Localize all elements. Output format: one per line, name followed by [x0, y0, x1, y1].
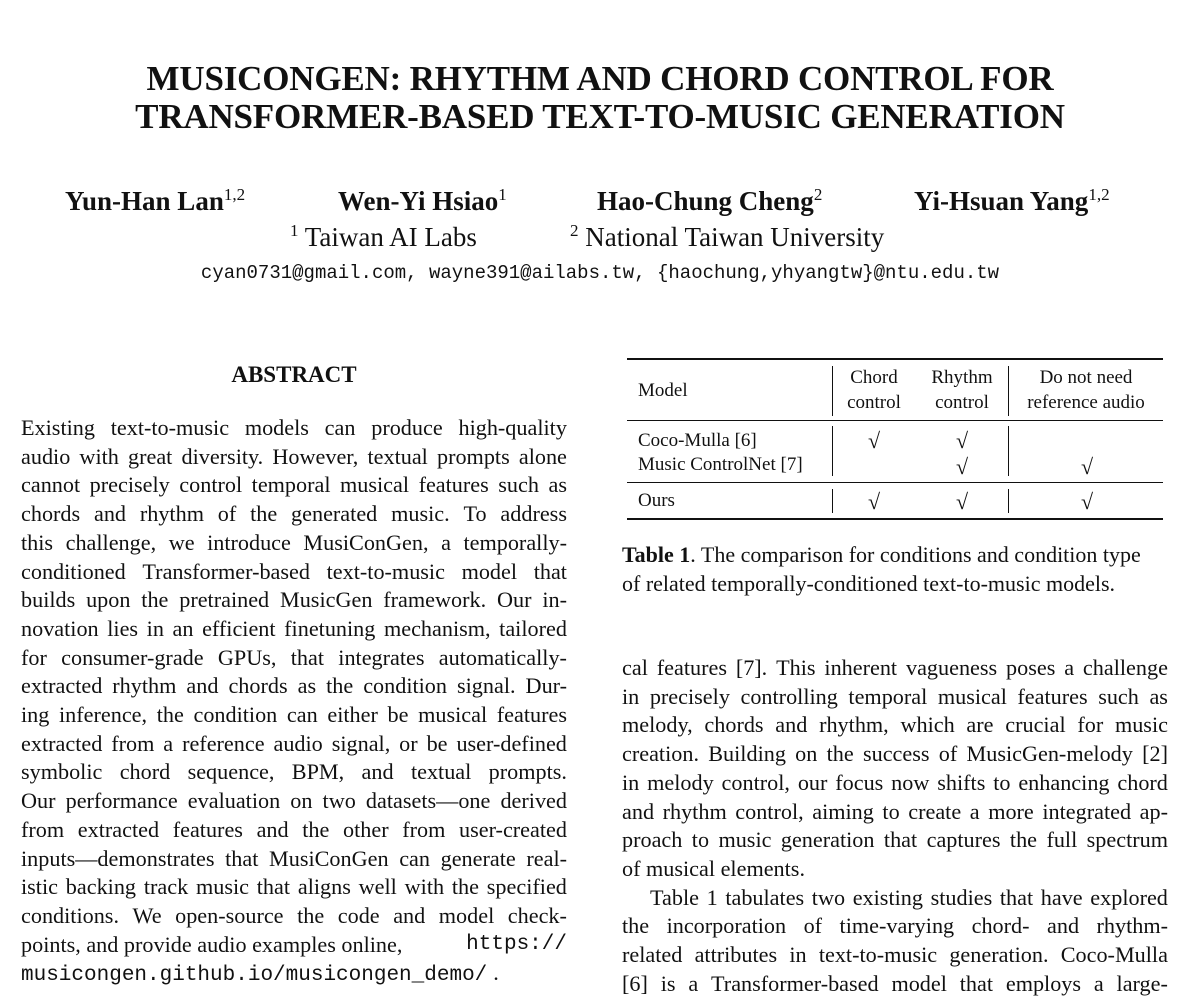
table-top-rule [627, 358, 1163, 360]
check-mark: √ [955, 428, 969, 453]
check-mark: √ [867, 428, 881, 453]
abstract-url-line-2: musicongen.github.io/musicongen_demo/ . [21, 959, 567, 991]
abstract-line: conditioned Transformer-based text-to-music model that [21, 558, 567, 584]
abstract-line: extracted rhythm and chords as the condition signal. Dur- [21, 673, 567, 699]
intro-paragraph-1 [622, 654, 1168, 884]
abstract-body [21, 414, 567, 991]
body-line: creation. Building on the success of MusicGen-melody [2] [622, 741, 1168, 767]
demo-url-link-cont[interactable]: musicongen.github.io/musicongen_demo/ [21, 964, 488, 988]
table-row-model: Ours [638, 490, 675, 511]
check-mark: √ [867, 489, 881, 514]
table-vrule [1008, 489, 1009, 513]
intro-body [622, 654, 1168, 998]
abstract-line: chords and rhythm of the generated music. To address [21, 501, 567, 527]
affiliation-2: $^2$ National Taiwan University [570, 221, 885, 252]
abstract-line: Existing text-to-music models can produce high-quality [21, 415, 567, 440]
table-header-model: Model [638, 380, 688, 401]
abstract-line: extracted from a reference audio signal, or be user-defined [21, 730, 567, 756]
author-3: Hao-Chung Cheng$^2$ [597, 185, 823, 216]
body-line: Table 1 tabulates two existing studies that have explored [650, 884, 1168, 910]
table-header-chord: Chord control [847, 367, 901, 413]
table-vrule [832, 366, 833, 416]
author-2: Wen-Yi Hsiao$^1$ [338, 185, 507, 216]
abstract-line: istic backing track music that aligns well with the specified [21, 874, 567, 900]
table-row-model: Coco-Mulla [6] [638, 430, 757, 451]
table-vrule [1008, 366, 1009, 416]
abstract-line: cannot precisely control temporal musical features such as [21, 472, 567, 498]
body-line: in precisely controlling temporal musical features such as [622, 683, 1168, 709]
table-header-noref: Do not need reference audio [1027, 367, 1145, 413]
abstract-line: Our performance evaluation on two datasets—one derived [21, 788, 567, 814]
abstract-url-line-1: points, and provide audio examples online, https:// [21, 931, 567, 960]
table-vrule [832, 426, 833, 476]
abstract-line: conditions. We open-source the code and model check- [21, 902, 567, 928]
body-line: related attributes in text-to-music generation. Coco-Mulla [622, 942, 1168, 968]
title-line-1: MUSICONGEN: RHYTHM AND CHORD CONTROL FOR [146, 59, 1054, 98]
body-line: cal features [7]. This inherent vagueness poses a challenge [622, 655, 1168, 680]
abstract-line: ing inference, the condition can either be musical features [21, 702, 567, 728]
body-line: of musical elements. [622, 855, 805, 881]
body-line: melody, chords and rhythm, which are crucial for music [622, 712, 1168, 738]
author-4: Yi-Hsuan Yang$^{1,2}$ [914, 185, 1110, 216]
table-bottom-rule [627, 518, 1163, 520]
affiliation-1: $^1$ Taiwan AI Labs [290, 221, 477, 252]
table-mid-rule [627, 482, 1163, 483]
body-line: proach to music generation that captures the full spectrum [622, 827, 1168, 853]
abstract-heading: ABSTRACT [231, 362, 357, 387]
abstract-line: this challenge, we introduce MusiConGen, a temporally- [21, 529, 567, 555]
check-mark: √ [955, 489, 969, 514]
abstract-line: novation lies in an efficient finetuning mechanism, tailored [21, 615, 567, 641]
demo-url-link[interactable]: https:// [466, 932, 567, 956]
check-mark: √ [955, 454, 969, 479]
intro-paragraph-2 [622, 884, 1168, 999]
check-mark: √ [1080, 454, 1094, 479]
body-line: the incorporation of time-varying chord- and rhythm- [622, 913, 1168, 939]
abstract-line: for consumer-grade GPUs, that integrates automatically- [21, 644, 567, 670]
table-caption: Table 1. The comparison for conditions and condition type of related temporally-conditioned text-to-music models. [622, 542, 1141, 596]
abstract-line: inputs—demonstrates that MusiConGen can generate real- [21, 845, 567, 871]
comparison-table [627, 358, 1163, 520]
paper-title [0, 60, 1200, 136]
title-line-2: TRANSFORMER-BASED TEXT-TO-MUSIC GENERATION [135, 97, 1065, 136]
abstract-line: audio with great diversity. However, textual prompts alone [21, 443, 567, 469]
body-line: [6] is a Transformer-based model that employs a large- [622, 970, 1168, 996]
table-vrule [1008, 426, 1009, 476]
abstract-line: from extracted features and the other from user-created [21, 816, 567, 842]
author-emails: cyan0731@gmail.com, wayne391@ailabs.tw, {haochung,yhyangtw}@ntu.edu.tw [200, 262, 1000, 284]
check-mark: √ [1080, 489, 1094, 514]
abstract-line: builds upon the pretrained MusicGen framework. Our in- [21, 587, 567, 613]
table-row-model: Music ControlNet [7] [638, 454, 803, 475]
table-vrule [832, 489, 833, 513]
table-header-rhythm: Rhythm control [931, 367, 993, 413]
body-line: and rhythm control, aiming to create a more integrated ap- [622, 798, 1168, 824]
table-header-rule [627, 420, 1163, 421]
abstract-line: symbolic chord sequence, BPM, and textual prompts. [21, 759, 567, 785]
caption-label: Table 1 [622, 542, 691, 567]
body-line: in melody control, our focus now shifts to enhancing chord [622, 769, 1168, 795]
author-1: Yun-Han Lan$^{1,2}$ [65, 185, 246, 216]
